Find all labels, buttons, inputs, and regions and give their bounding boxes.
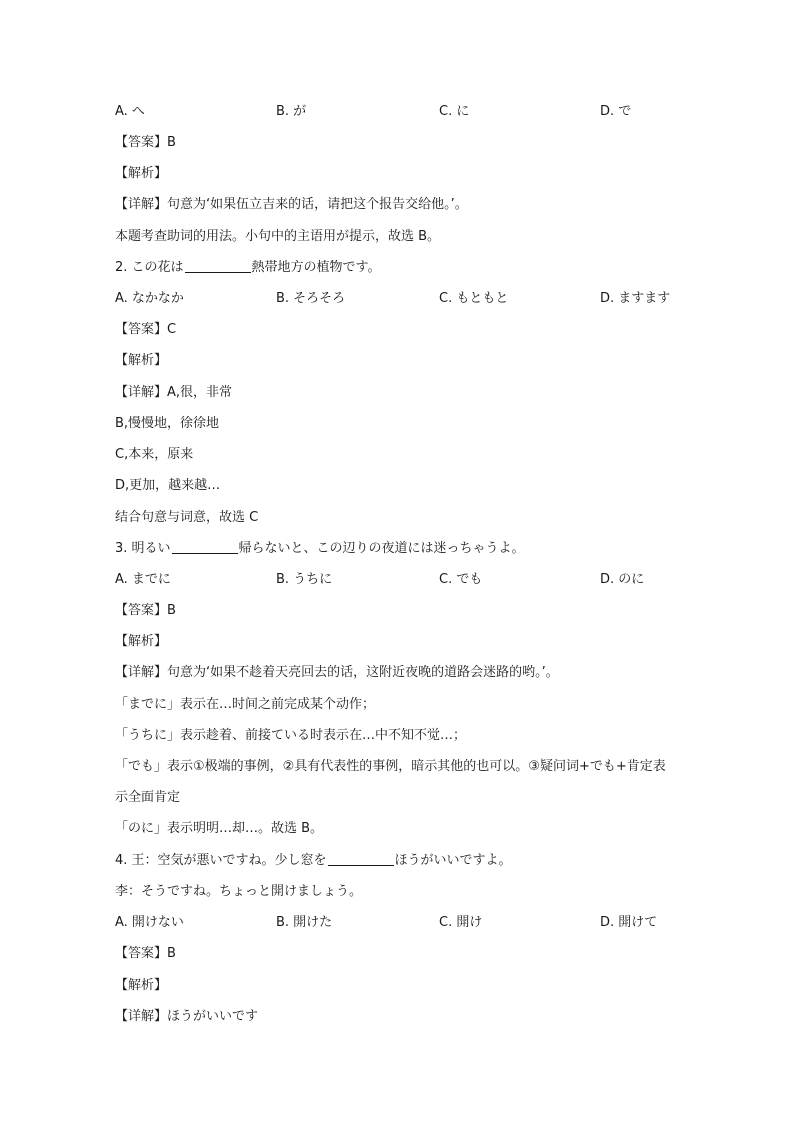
q3-option-b: B. うちに <box>276 572 333 587</box>
q4-analysis: 【解析】 <box>115 978 168 993</box>
q3-stem-start: 3. 明るい <box>115 541 171 556</box>
q4-reply: 李：そうですね。ちょっと開けましょう。 <box>115 884 363 899</box>
q4-option-a: A. 開けない <box>115 915 184 930</box>
q4-option-d: D. 開けて <box>600 915 658 930</box>
q1-note: 本题考查助词的用法。小句中的主语用が提示，故选 B。 <box>115 229 441 244</box>
q4-option-b: B. 開けた <box>276 915 333 930</box>
q2-answer: 【答案】C <box>115 322 177 337</box>
q2-stem-start: 2. この花は <box>115 260 184 275</box>
q4-stem-end: ほうがいいですよ。 <box>394 853 512 868</box>
q1-analysis: 【解析】 <box>115 166 168 181</box>
q3-line-3: 「でも」表示①极端的事例，②具有代表性的事例，暗示其他的也可以。③疑问词+でも+肯定表 <box>115 759 666 774</box>
q2-stem-end: 熱帯地方の植物です。 <box>251 260 381 275</box>
q3-line-1: 「までに」表示在…时间之前完成某个动作； <box>115 697 376 712</box>
q1-option-a: A. へ <box>115 104 145 119</box>
q4-option-c: C. 開け <box>439 915 483 930</box>
q1-answer: 【答案】B <box>115 135 176 150</box>
answer-blank <box>172 540 238 554</box>
q1-option-d: D. で <box>600 104 632 119</box>
q1-option-c: C. に <box>439 104 470 119</box>
q2-option-a: A. なかなか <box>115 291 184 306</box>
q3-line-5: 「のに」表示明明…却…。故选 B。 <box>115 821 324 836</box>
q4-stem-start: 4. 王：空気が悪いですね。少し窓を <box>115 853 327 868</box>
q3-line-2: 「うちに」表示趁着、前接ている时表示在…中不知不觉…； <box>115 728 467 743</box>
q2-line-b: B,慢慢地，徐徐地 <box>115 416 220 431</box>
q3-stem-end: 帰らないと、この辺りの夜道には迷っちゃうよ。 <box>238 541 525 556</box>
q2-option-c: C. もともと <box>439 291 509 306</box>
q4-stem <box>115 852 512 870</box>
q1-option-b: B. が <box>276 104 307 119</box>
q4-detail: 【详解】ほうがいいです <box>115 1009 259 1024</box>
q1-detail: 【详解】句意为‘如果伍立吉来的话，请把这个报告交给他。’。 <box>115 197 468 212</box>
q2-detail: 【详解】A,很，非常 <box>115 385 233 400</box>
q3-line-4: 示全面肯定 <box>115 790 181 805</box>
q2-line-c: C,本来，原来 <box>115 447 194 462</box>
q3-stem <box>115 540 525 558</box>
q2-option-b: B. そろそろ <box>276 291 346 306</box>
q3-detail: 【详解】句意为‘如果不趁着天亮回去的话，这附近夜晚的道路会迷路的哟。’。 <box>115 665 559 680</box>
answer-blank <box>185 259 251 273</box>
q3-option-d: D. のに <box>600 572 645 587</box>
q2-analysis: 【解析】 <box>115 353 168 368</box>
q4-answer: 【答案】B <box>115 946 176 961</box>
q3-option-c: C. でも <box>439 572 483 587</box>
answer-blank <box>328 852 394 866</box>
q2-option-d: D. ますます <box>600 291 671 306</box>
q2-line-d: D,更加，越来越… <box>115 478 221 493</box>
q3-option-a: A. までに <box>115 572 171 587</box>
q3-answer: 【答案】B <box>115 603 176 618</box>
q2-note: 结合句意与词意，故选 C <box>115 510 259 525</box>
q2-stem <box>115 259 381 277</box>
q3-analysis: 【解析】 <box>115 634 168 649</box>
